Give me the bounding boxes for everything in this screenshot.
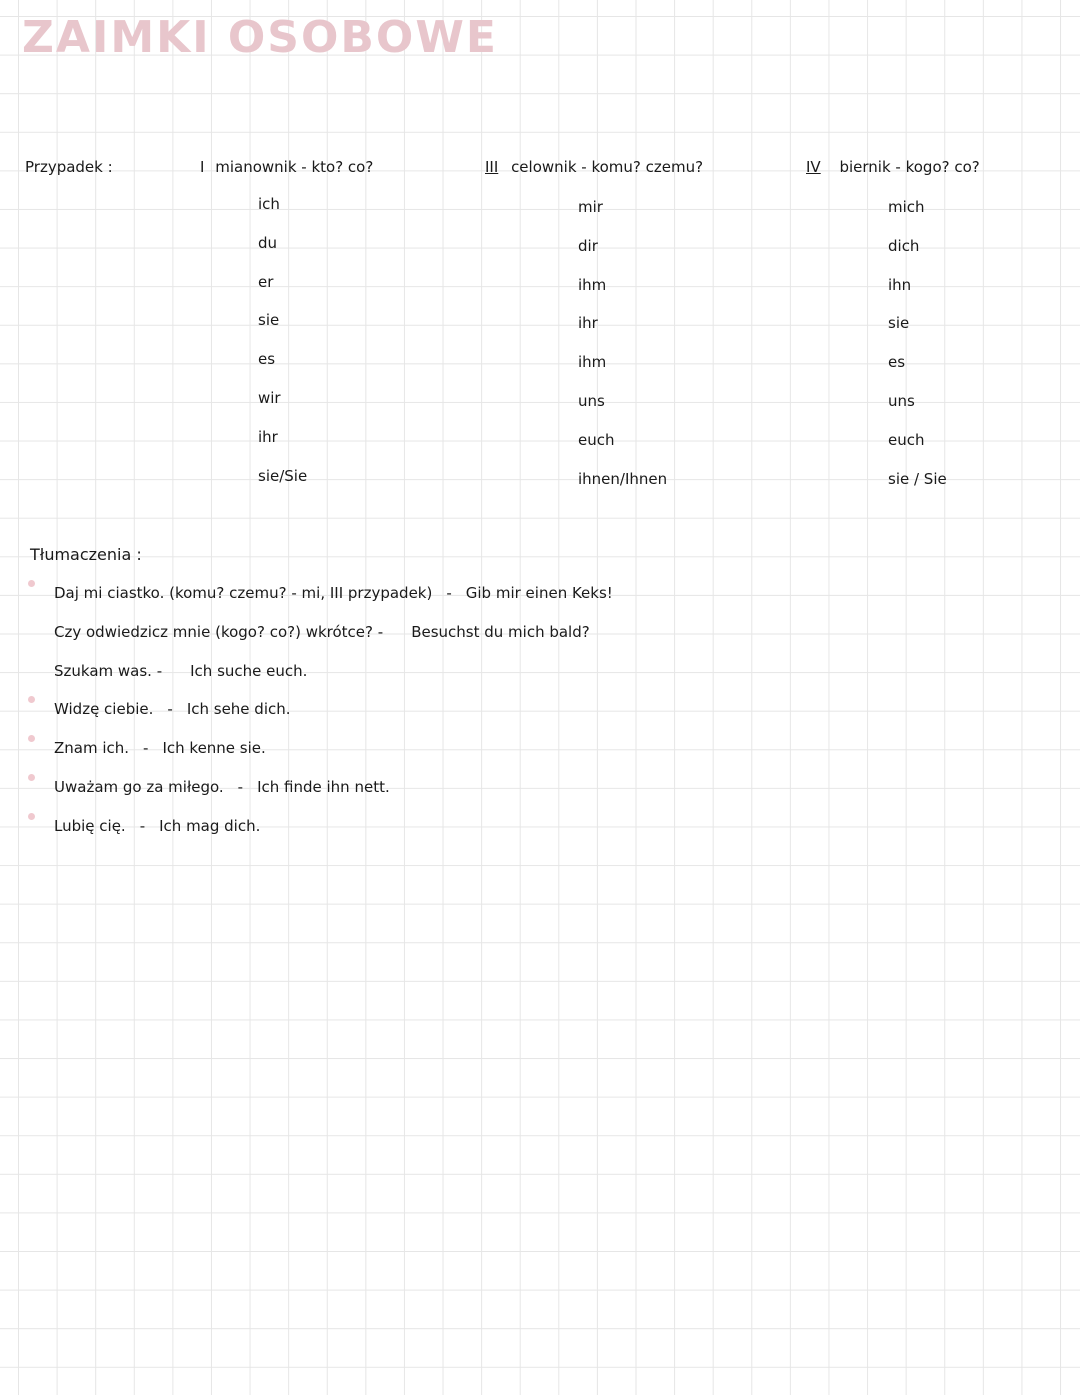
pronoun-cell: sie: [258, 311, 280, 330]
pronoun-cell: sie: [888, 314, 910, 333]
polish-sentence: Uważam go za miłego.: [54, 778, 224, 796]
german-sentence: Ich kenne sie.: [162, 739, 266, 758]
translation-row: [54, 778, 390, 796]
pronoun-cell: sie/Sie: [258, 466, 308, 485]
bullet-icon: [28, 735, 35, 742]
translations-title: Tłumaczenia :: [30, 545, 142, 564]
pronoun-cell: dir: [578, 236, 598, 255]
bullet-icon: [28, 580, 35, 587]
roman-numeral: III: [485, 158, 499, 176]
pronoun-cell: ihr: [258, 427, 278, 446]
bullet-icon: [28, 774, 35, 781]
german-sentence: Ich mag dich.: [159, 816, 261, 835]
separator-dash: -: [143, 739, 149, 758]
separator-dash: -: [139, 816, 146, 835]
translation-row: [54, 700, 291, 718]
pronoun-cell: ihn: [888, 275, 912, 294]
polish-sentence: Szukam was. -: [54, 661, 163, 680]
bullet-icon: [28, 813, 35, 820]
german-sentence: Ich finde ihn nett.: [257, 778, 390, 796]
translation-row: [54, 817, 260, 835]
pronoun-cell: sie / Sie: [888, 469, 947, 488]
column-header-nominative: [200, 158, 373, 176]
translation-row: [54, 623, 590, 641]
pronoun-cell: ihm: [578, 275, 607, 294]
page-title: ZAIMKI OSOBOWE: [22, 12, 498, 63]
roman-numeral: I: [200, 158, 205, 176]
separator-dash: -: [237, 778, 244, 796]
separator-dash: -: [167, 700, 173, 719]
pronoun-cell: ihr: [578, 314, 598, 333]
german-sentence: Ich suche euch.: [190, 661, 308, 680]
translation-row: [54, 584, 613, 602]
german-sentence: Gib mir einen Keks!: [465, 584, 613, 602]
polish-sentence: Znam ich.: [54, 739, 130, 758]
polish-sentence: Widzę ciebie.: [54, 700, 154, 719]
column-heading: biernik - kogo? co?: [839, 158, 980, 176]
pronoun-cell: uns: [888, 392, 915, 410]
pronoun-cell: mir: [578, 198, 603, 216]
column-header-accusative: [806, 158, 980, 176]
pronoun-cell: ich: [258, 195, 280, 213]
pronoun-cell: dich: [888, 236, 920, 255]
column-header-dative: [485, 158, 703, 176]
pronoun-cell: wir: [258, 389, 281, 407]
column-heading: mianownik - kto? co?: [215, 158, 374, 176]
roman-numeral: IV: [806, 158, 821, 176]
german-sentence: Ich sehe dich.: [186, 700, 291, 719]
polish-sentence: Lubię cię.: [54, 816, 126, 835]
translation-row: [54, 739, 266, 757]
pronoun-cell: mich: [888, 198, 925, 216]
case-label: Przypadek :: [25, 158, 113, 176]
pronoun-cell: ihnen/Ihnen: [578, 469, 668, 488]
translation-row: [54, 662, 307, 680]
polish-sentence: Czy odwiedzicz mnie (kogo? co?) wkrótce? -: [54, 622, 384, 641]
pronoun-cell: euch: [578, 430, 615, 449]
german-sentence: Besuchst du mich bald?: [411, 622, 590, 641]
separator-dash: -: [446, 584, 452, 602]
bullet-icon: [28, 696, 35, 703]
pronoun-cell: er: [258, 272, 274, 291]
pronoun-cell: ihm: [578, 353, 607, 372]
polish-sentence: Daj mi ciastko. (komu? czemu? - mi, III przypadek): [54, 584, 433, 602]
pronoun-cell: du: [258, 233, 278, 252]
column-heading: celownik - komu? czemu?: [511, 158, 704, 176]
pronoun-cell: es: [258, 350, 276, 369]
pronoun-cell: uns: [578, 392, 605, 410]
pronoun-cell: euch: [888, 430, 925, 449]
pronoun-cell: es: [888, 353, 906, 372]
